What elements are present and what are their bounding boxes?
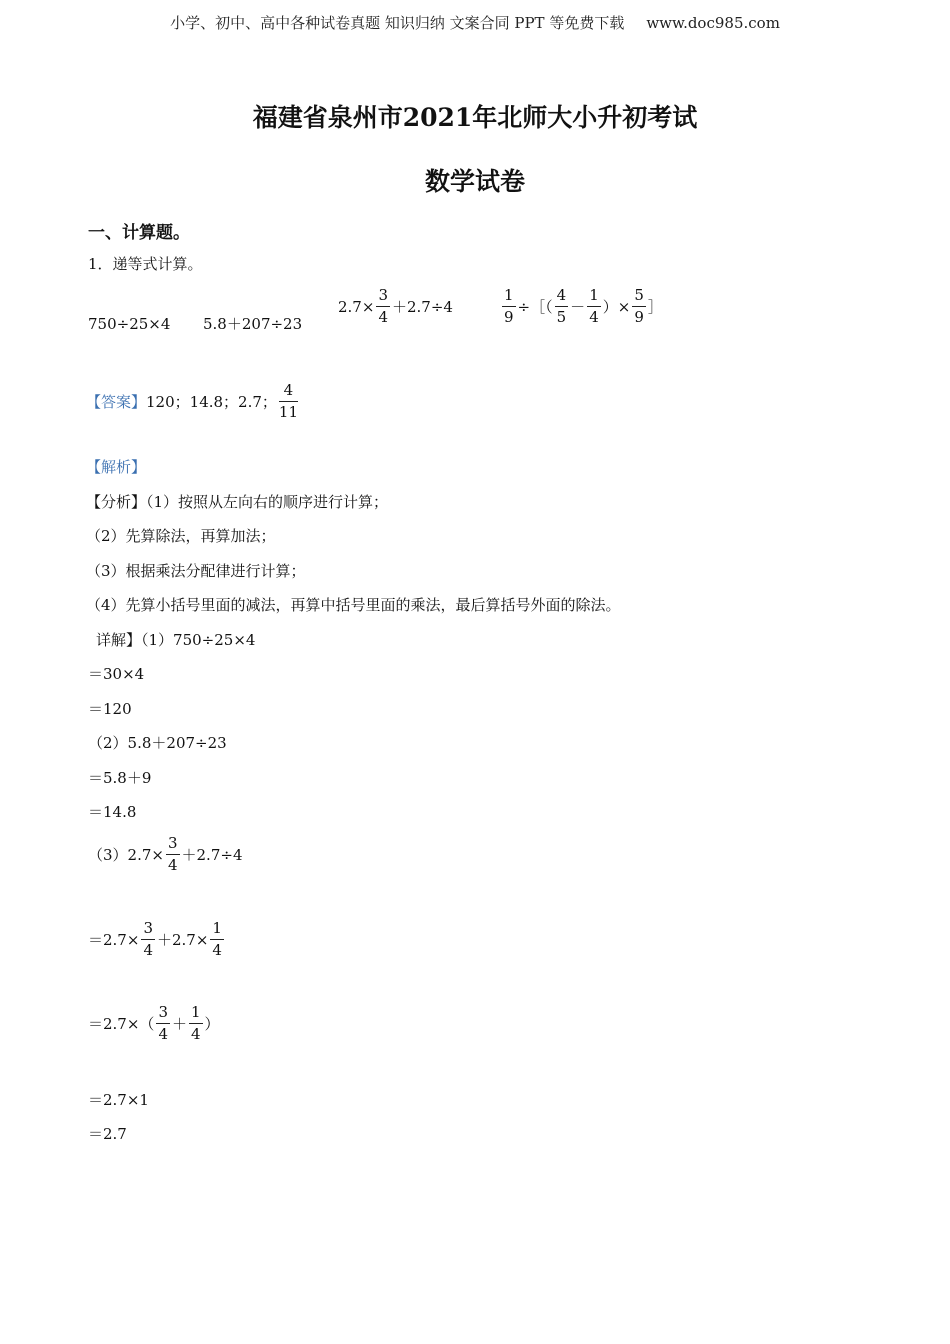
detail-heading: 详解】（1）750÷25×4 (96, 631, 256, 649)
answer-tag: 【答案】 (86, 392, 147, 411)
analysis-line-2: （2）先算除法，再算加法； (86, 527, 276, 545)
fraction: $\frac{3}{4}$ (158, 1003, 168, 1043)
fraction: $\frac{4}{5}$ (556, 286, 567, 326)
expression-2: 5.8＋207÷23 (203, 315, 303, 333)
expression-1: 750÷25×4 (88, 315, 171, 333)
page-subtitle: 数学试卷 (424, 167, 525, 196)
expression-4: $\frac{1}{9}$ ÷［（ $\frac{4}{5}$ － $\frac{1}{4}$ ）× $\frac{5}{9}$ ］ (504, 286, 663, 326)
analysis-line-4: （4）先算小括号里面的减法，再算中括号里面的乘法，最后算括号外面的除法。 (86, 596, 621, 614)
answer-line (86, 383, 300, 420)
fraction: $\frac{3}{4}$ (378, 286, 388, 326)
detail-step: （3）2.7× $\frac{3}{4}$ ＋2.7÷4 (88, 834, 243, 874)
fraction: $\frac{1}{4}$ (589, 286, 599, 326)
fraction: $\frac{1}{4}$ (191, 1003, 201, 1043)
page-header (0, 12, 950, 33)
fraction: $\frac{1}{9}$ (504, 286, 514, 326)
section-heading: 一、计算题。 (88, 223, 190, 243)
analysis-line-3: （3）根据乘法分配律进行计算； (86, 562, 306, 580)
question-label: 1．递等式计算。 (88, 255, 203, 273)
page-title: 福建省泉州市2021年北师大小升初考试 (252, 103, 698, 132)
detail-step: ＝2.7×1 (88, 1091, 149, 1109)
detail-step: ＝14.8 (88, 803, 137, 821)
header-text: 小学、初中、高中各种试卷真题 知识归纳 文案合同 PPT 等免费下载 (170, 14, 625, 32)
detail-step: ＝120 (88, 700, 132, 718)
header-url: www.doc985.com (646, 14, 780, 32)
detail-step: ＝30×4 (88, 665, 145, 683)
analysis-tag: 【解析】 (86, 458, 147, 476)
detail-step: ＝5.8＋9 (88, 769, 152, 787)
analysis-line-1: 【分析】（1）按照从左向右的顺序进行计算； (86, 493, 389, 511)
detail-step: （2）5.8＋207÷23 (88, 734, 227, 752)
answer-text: 120；14.8；2.7； (146, 392, 277, 411)
fraction: $\frac{3}{4}$ (167, 834, 178, 874)
fraction: $\frac{4}{11}$ (278, 381, 298, 421)
expression-3: 2.7× $\frac{3}{4}$ ＋2.7÷4 (338, 286, 453, 326)
fraction: $\frac{1}{4}$ (212, 919, 222, 959)
detail-step: ＝2.7×（ $\frac{3}{4}$ ＋ $\frac{1}{4}$ ） (88, 1003, 220, 1043)
detail-step: ＝2.7 (88, 1125, 127, 1143)
detail-step: ＝2.7× $\frac{3}{4}$ ＋2.7× $\frac{1}{4}$ (88, 919, 222, 959)
fraction: $\frac{5}{9}$ (634, 286, 644, 326)
fraction: $\frac{3}{4}$ (143, 919, 153, 959)
